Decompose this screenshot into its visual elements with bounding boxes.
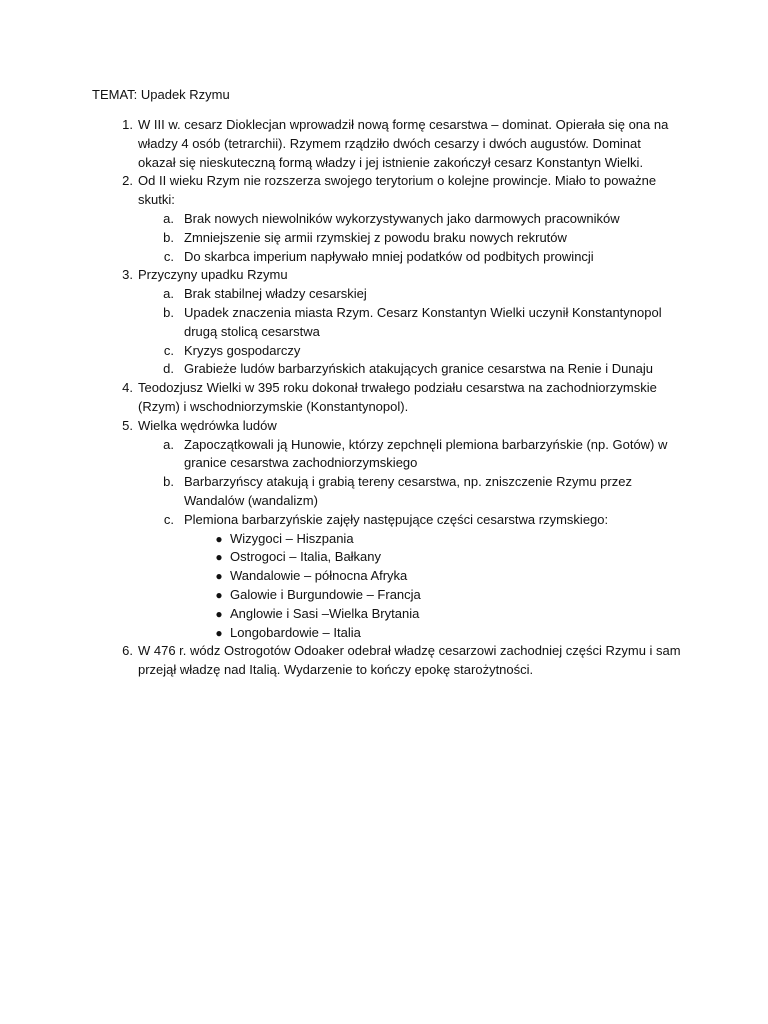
sub-item-letter: b.	[163, 229, 174, 245]
list-item-number: 5.	[122, 417, 133, 433]
list-item-text: W 476 r. wódz Ostrogotów Odoaker odebrał władzę cesarzowi zachodniej części Rzymu i sam	[138, 643, 681, 659]
sub-item-letter: b.	[163, 305, 174, 320]
sub-item-text: Brak stabilnej władzy cesarskiej	[184, 286, 367, 302]
sub-item-letter: a.	[163, 436, 174, 452]
sub-item-text: Do skarbca imperium napływało mniej podatków od podbitych prowincji	[184, 248, 594, 264]
bullet-item-text: Galowie i Burgundowie – Francja	[230, 587, 421, 602]
list-item-number: 2.	[122, 173, 133, 189]
list-item-text: przejął władzę nad Italią. Wydarzenie to kończy epokę starożytności.	[138, 662, 534, 678]
bullet-icon: ●	[215, 625, 223, 640]
sub-item-letter: c.	[163, 511, 174, 527]
bullet-icon: ●	[215, 531, 223, 546]
bullet-item-text: Wizygoci – Hiszpania	[230, 530, 354, 546]
sub-item-letter: c.	[163, 248, 174, 264]
sub-item-text: Zmniejszenie się armii rzymskiej z powodu braku nowych rekrutów	[184, 229, 567, 245]
list-item-text: skutki:	[138, 192, 175, 208]
sub-item-letter: a.	[163, 286, 174, 302]
bullet-icon: ●	[215, 550, 223, 565]
list-item-text: władzy 4 osób (tetrarchii). Rzymem rządziło dwóch cesarzy i dwóch augustów. Dominat	[138, 135, 641, 151]
sub-item-text: Upadek znaczenia miasta Rzym. Cesarz Konstantyn Wielki uczynił Konstantynopol	[184, 305, 662, 320]
sub-item-text: Grabieże ludów barbarzyńskich atakujących granice cesarstwa na Renie i Dunaju	[184, 361, 653, 377]
sub-item-text: granice cesarstwa zachodniorzymskiego	[184, 455, 418, 471]
sub-item-text: Zapoczątkowali ją Hunowie, którzy zepchnęli plemiona barbarzyńskie (np. Gotów) w	[184, 436, 668, 452]
list-item-number: 1.	[122, 117, 133, 132]
bullet-icon: ●	[215, 569, 223, 584]
bullet-icon: ●	[215, 606, 223, 621]
sub-item-letter: a.	[163, 211, 174, 226]
bullet-item-text: Anglowie i Sasi –Wielka Brytania	[230, 605, 420, 621]
bullet-item-text: Ostrogoci – Italia, Bałkany	[230, 549, 382, 565]
list-item-text: Teodozjusz Wielki w 395 roku dokonał trwałego podziału cesarstwa na zachodniorzymskie	[138, 380, 657, 396]
sub-item-letter: d.	[163, 361, 174, 377]
list-item-text: (Rzym) i wschodniorzymskie (Konstantynopol).	[138, 399, 409, 414]
list-item-text: Przyczyny upadku Rzymu	[138, 267, 288, 283]
list-item-number: 6.	[122, 643, 133, 659]
bullet-item-text: Longobardowie – Italia	[230, 624, 361, 640]
bullet-item-text: Wandalowie – północna Afryka	[230, 568, 408, 584]
list-item-number: 3.	[122, 267, 133, 283]
bullet-icon: ●	[215, 588, 223, 602]
list-item-text: okazał się nieskuteczną formą władzy i jej istnienie zakończył cesarz Konstantyn Wielki.	[138, 154, 644, 170]
document-title: TEMAT: Upadek Rzymu	[92, 87, 230, 102]
sub-item-text: Kryzys gospodarczy	[184, 342, 301, 358]
sub-item-text: Plemiona barbarzyńskie zajęły następujące części cesarstwa rzymskiego:	[184, 511, 609, 527]
list-item-text: W III w. cesarz Dioklecjan wprowadził nową formę cesarstwa – dominat. Opierała się ona na	[138, 117, 669, 132]
list-item-text: Wielka wędrówka ludów	[138, 417, 277, 433]
sub-item-letter: c.	[163, 342, 174, 358]
sub-item-text: drugą stolicą cesarstwa	[184, 323, 320, 339]
sub-item-text: Brak nowych niewolników wykorzystywanych jako darmowych pracowników	[184, 211, 620, 226]
sub-item-text: Wandalów (wandalizm)	[184, 493, 318, 508]
list-item-number: 4.	[122, 380, 133, 396]
sub-item-text: Barbarzyńscy atakują i grabią tereny cesarstwa, np. zniszczenie Rzymu przez	[184, 474, 632, 490]
list-item-text: Od II wieku Rzym nie rozszerza swojego terytorium o kolejne prowincje. Miało to poważne	[138, 173, 657, 189]
sub-item-letter: b.	[163, 474, 174, 490]
